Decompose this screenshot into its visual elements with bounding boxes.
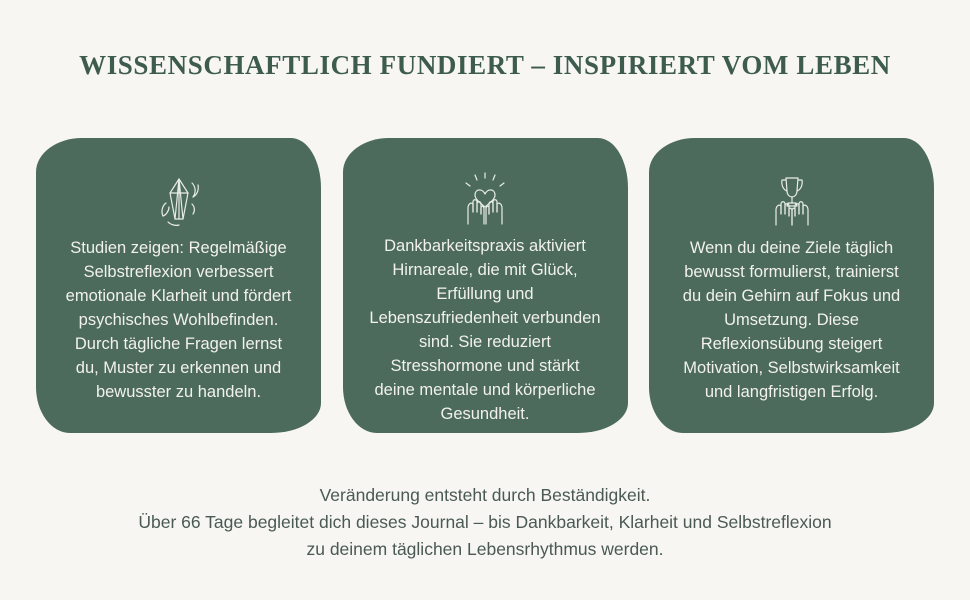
info-card-science — [36, 138, 321, 433]
hands-trophy-icon — [762, 172, 822, 230]
hands-heart-icon — [455, 172, 515, 228]
footer-line-3: zu deinem täglichen Lebensrhythmus werden. — [306, 539, 664, 559]
info-card-text: Dankbarkeitspraxis aktiviert Hirnareale, die mit Glück, Erfüllung und Lebenszufriedenheit verbunden sind. Sie reduziert Stresshormone und stärkt deine mentale und körperliche Gesundheit. — [369, 237, 601, 423]
card-row — [36, 138, 934, 433]
crystal-leaf-icon — [152, 172, 206, 230]
footer-line-1: Veränderung entsteht durch Beständigkeit. — [319, 485, 651, 505]
info-card-gratitude — [343, 138, 628, 433]
page-title: WISSENSCHAFTLICH FUNDIERT – INSPIRIERT VOM LEBEN — [79, 50, 891, 80]
info-card-text: Studien zeigen: Regelmäßige Selbstreflexion verbessert emotionale Klarheit und fördert psychisches Wohlbefinden. Durch tägliche Fragen lernst du, Muster zu erkennen und bewusster zu handeln. — [65, 239, 292, 401]
footer-line-2: Über 66 Tage begleitet dich dieses Journal – bis Dankbarkeit, Klarheit und Selbstreflexion — [138, 512, 832, 532]
footer-note — [0, 482, 970, 563]
info-card-goals — [649, 138, 934, 433]
info-card-text: Wenn du deine Ziele täglich bewusst formulierst, trainierst du dein Gehirn auf Fokus und Umsetzung. Diese Reflexionsübung steigert Motivation, Selbstwirksamkeit und langfristigen Erfolg. — [682, 239, 901, 401]
